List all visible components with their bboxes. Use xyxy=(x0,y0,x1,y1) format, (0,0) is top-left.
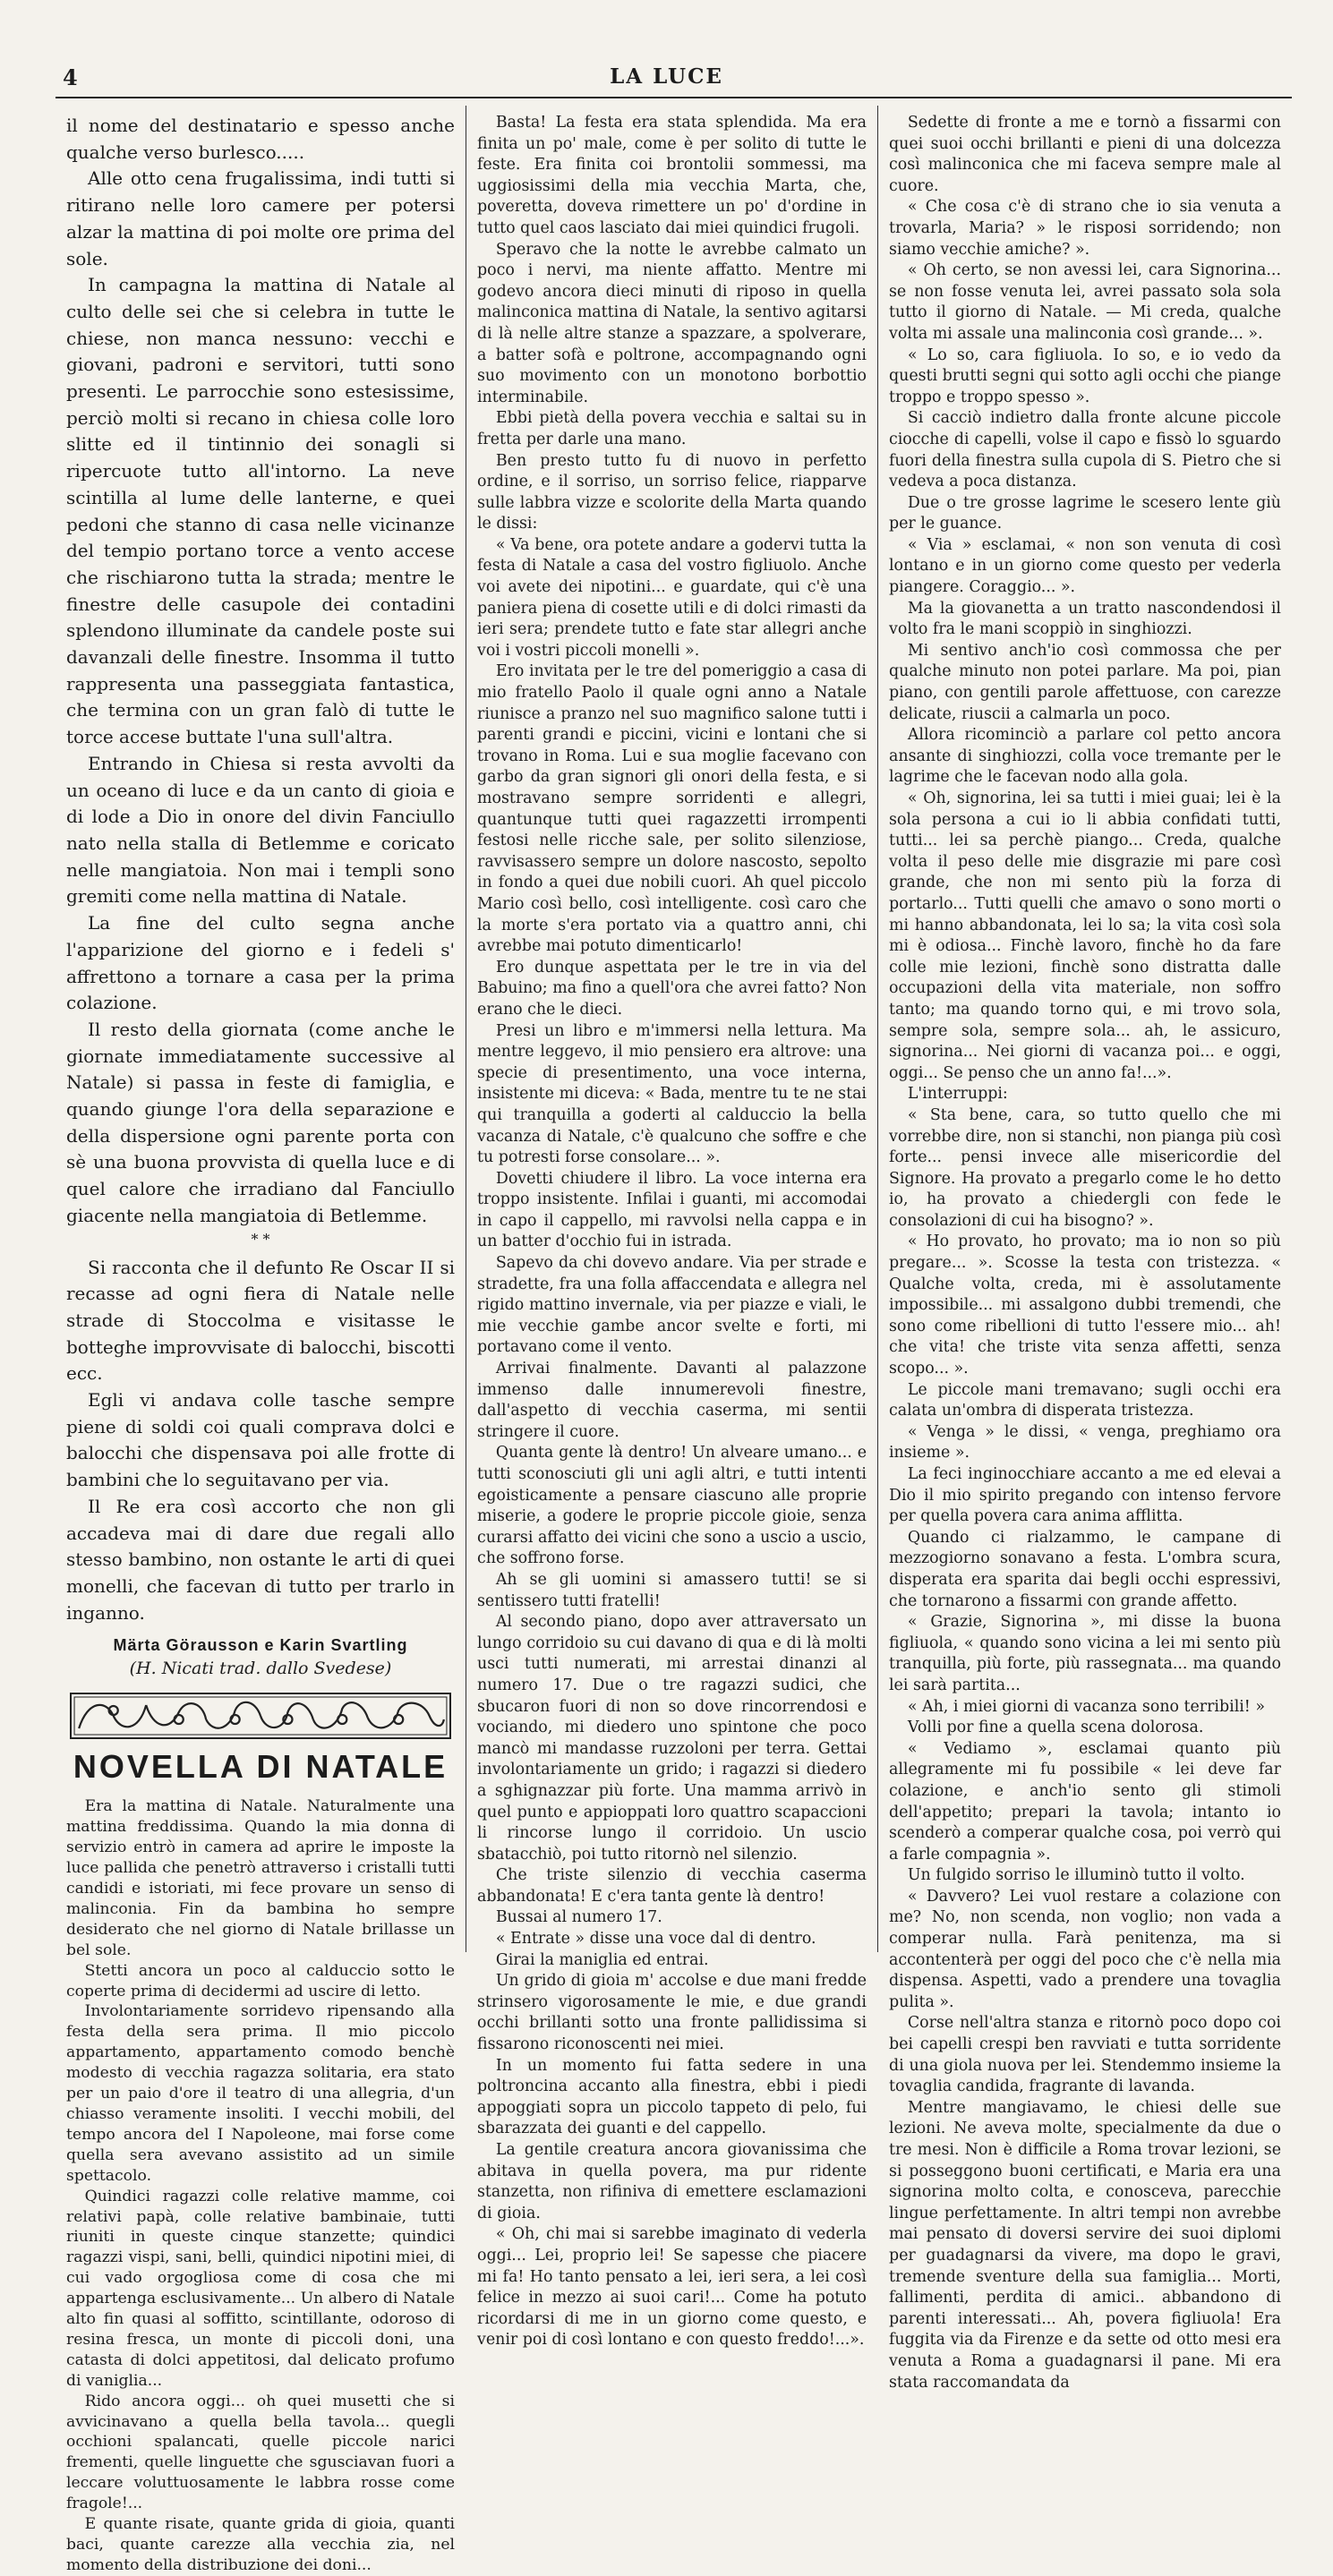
paragraph: In un momento fui fatta sedere in una poltroncina accanto alla finestra, ebbi i piedi appoggiati sopra un piccolo tappeto di pelo, fui sbarazzata dei guanti e del cappello. xyxy=(477,2056,867,2138)
paragraph: Stetti ancora un poco al calduccio sotto le coperte prima di decidermi ad uscire di letto. xyxy=(66,1961,455,2000)
paragraph: Entrando in Chiesa si resta avvolti da un oceano di luce e da un canto di gioia e di lode a Dio in onore del divin Fanciullo nato nella stalla di Betlemme e coricato nelle mangiatoia. Non mai i templi sono gremiti come nella mattina di Natale. xyxy=(66,752,455,908)
paragraph: Si racconta che il defunto Re Oscar II si recasse ad ogni fiera di Natale nelle strade di Stoccolma e visitasse le botteghe improvvisate di balocchi, biscotti ecc. xyxy=(66,1256,455,1385)
paragraph: il nome del destinatario e spesso anche qualche verso burlesco..... xyxy=(66,115,455,163)
paragraph: Sapevo da chi dovevo andare. Via per strade e stradette, fra una folla affaccendata e allegra nel rigido mattino invernale, via per piazze e viali, le mie vecchie gambe ancor svelte e forti, mi portavano come il vento. xyxy=(477,1254,867,1357)
paragraph: « Entrate » disse una voce dal di dentro. xyxy=(495,1930,816,1949)
paragraph: « Va bene, ora potete andare a godervi tutta la festa di Natale a casa del vostro figliuolo. Anche voi avete dei nipotini... e guardate, qui c'è una paniera piena di cosette utili e di dolci rimasti da ieri sera; prendete tutto e fate star allegri anche voi i vostri piccoli monelli ». xyxy=(477,535,867,660)
author-signature: Märta Görausson e Karin Svartling xyxy=(113,1636,408,1655)
story-headline: NOVELLA DI NATALE xyxy=(73,1748,449,1786)
paragraph: Quindici ragazzi colle relative mamme, coi relativi papà, colle relative bambinaie, tutti riuniti in queste cinque stanzette; quindici ragazzi vispi, sani, belli, quindici nipotini miei, di cui vado orgogliosa come di cosa che mi appartenga esclusivamente... Un albero di Natale alto fin quasi al soffitto, scintillante, odoroso di resina fresca, un monte di piccoli doni, una catasta di dolci appetitosi, dal delicato profumo di vaniglia... xyxy=(66,2187,455,2390)
paragraph: Al secondo piano, dopo aver attraversato un lungo corridoio su cui davano di qua e di là molti usci tutti numerati, mi arrestai dinanzi al numero 17. Due o tre ragazzi sudici, che sbucaron fuori di non so dove rincorrendosi e vociando, mi diedero uno spintone che poco mancò mi mandasse ruzzoloni per terra. Gettai involontariamente un grido; i ragazzi si diedero a sghignazzar più forte. Una mamma arrivò in quel punto e appioppati loro quattro scapaccioni li rincorse lungo il corridoio. Un uscio sbatacchiò, poi tutto ritornò nel silenzio. xyxy=(477,1613,867,1864)
paragraph: Egli vi andava colle tasche sempre piene di soldi coi quali comprava dolci e balocchi che dispensava poi alle frotte di bambini che lo seguitavano per via. xyxy=(66,1389,455,1491)
paragraph: Si cacciò indietro dalla fronte alcune piccole ciocche di capelli, volse il capo e fissò lo sguardo fuori della finestra sulla cupola di S. Pietro che si vedeva a poca distanza. xyxy=(889,409,1281,491)
paragraph: Un grido di gioia m' accolse e due mani fredde strinsero vigorosamente le mie, e due grandi occhi brillanti sotto una fronte pallidissima si fissarono riconoscenti nei miei. xyxy=(477,1972,867,2054)
paragraph: « Oh, signorina, lei sa tutti i miei guai; lei è la sola persona a cui io li abbia confidati tutti, tutti... lei sa perchè piango... Creda, qualche volta il peso delle mie disgrazie mi pare così grande, che non mi sento più la forza di portarlo... Tutti quelli che amavo o sono morti o mi hanno abbandonata, lei lo sa; la vita così sola mi è odiosa... Finchè lavoro, finchè ho da fare colle mie lezioni, finchè sono distratta dalle occupazioni della vita materiale, non soffro tanto; ma quando torno qui, e mi trovo sola, sempre sola, sempre sola... ah, le assicuro, signorina... Nei giorni di vacanza poi... e oggi, oggi... Se penso che un anno fa!...». xyxy=(889,789,1281,1082)
paragraph: La fine del culto segna anche l'apparizione del giorno e i fedeli s' affrettono a tornare a casa per la prima colazione. xyxy=(66,912,455,1014)
paragraph: La feci inginocchiare accanto a me ed elevai a Dio il mio spirito pregando con intenso fervore per quella povera cara anima afflitta. xyxy=(889,1465,1281,1526)
section-separator: * * xyxy=(251,1230,270,1248)
paragraph: « Vediamo », esclamai quanto più allegramente mi fu possibile « lei deve far colazione, e anch'io sento gli stimoli dell'appetito; prepari la tavola; intanto io scenderò a comperar qualche cosa, poi verrò qui a farle compagnia ». xyxy=(889,1739,1281,1864)
paragraph: La gentile creatura ancora giovanissima che abitava in quella povera, ma pur ridente stanzetta, non rifiniva di emettere esclamazioni di gioia. xyxy=(477,2141,867,2222)
paragraph: « Davvero? Lei vuol restare a colazione con me? No, non scenda, non voglio; non vada a comperar nulla. Farà penitenza, ma si accontenterà per oggi del poco che c'è nella mia dispensa. Aspetti, vado a prendere una tovaglia pulita ». xyxy=(889,1887,1281,2011)
paragraph: Ah se gli uomini si amassero tutti! se si sentissero tutti fratelli! xyxy=(477,1570,867,1610)
paragraph: Rido ancora oggi... oh quei musetti che si avvicinavano a quella bella tavola... quegli occhioni spalancati, quelle piccole narici frementi, quelle linguette che sgusciavan fuori a leccare voluttuosamente le labbra rosse come fragole!... xyxy=(66,2392,455,2513)
paragraph: Presi un libro e m'immersi nella lettura. Ma mentre leggevo, il mio pensiero era altrove: una specie di presentimento, una voce interna, insistente mi diceva: « Bada, mentre tu te ne stai qui tranquilla a goderti al calduccio la bella vacanza di Natale, c'è qualcuno che soffre e che tu potresti forse consolare... ». xyxy=(477,1021,867,1167)
paragraph: « Sta bene, cara, so tutto quello che mi vorrebbe dire, non si stanchi, non pianga più così forte... pensi invece alle misericordie del Signore. Ha provato a pregarlo come le ho detto io, ha provato a chiedergli con fede le consolazioni di cui ha bisogno? ». xyxy=(889,1105,1281,1230)
paragraph: Ebbi pietà della povera vecchia e saltai su in fretta per darle una mano. xyxy=(477,409,867,448)
paragraph: Un fulgido sorriso le illuminò tutto il volto. xyxy=(907,1866,1245,1885)
paragraph: Ero dunque aspettata per le tre in via del Babuino; ma fino a quell'ora che avrei fatto? Non erano che le dieci. xyxy=(477,958,867,1019)
paragraph: « Oh, chi mai si sarebbe imaginato di vederla oggi... Lei, proprio lei! Se sapesse che piacere mi fa! Ho tanto pensato a lei, ieri sera, a lei così felice in mezzo ai suoi cari!... Come ha potuto ricordarsi di me in un giorno come questo, e venir poi di così lontano e con questo freddo!...». xyxy=(477,2225,867,2350)
paragraph: L'interruppi: xyxy=(907,1085,1008,1104)
paragraph: Quando ci rialzammo, le campane di mezzogiorno sonavano a festa. L'ombra scura, disperata era sparita dai begli occhi espressivi, che tornarono a fissarmi con grande affetto. xyxy=(889,1528,1281,1610)
ornamental-banner xyxy=(70,1693,451,1739)
paragraph: Due o tre grosse lagrime le scesero lente giù per le guance. xyxy=(889,493,1281,533)
paragraph: Speravo che la notte le avrebbe calmato un poco i nervi, ma niente affatto. Mentre mi godevo ancora dieci minuti di riposo in quella malinconica mattina di Natale, la sentivo agitarsi di là nelle altre stanze a spazzare, a spolverare, a batter sofà e poltrone, accompagnando ogni suo movimento con un monotono borbottio interminabile. xyxy=(477,240,867,406)
paragraph: E quante risate, quante grida di gioia, quanti baci, quante carezze alla vecchia zia, nel momento della distribuzione dei doni... xyxy=(66,2515,455,2574)
header-rule xyxy=(56,97,1292,98)
paragraph: Allora ricominciò a parlare col petto ancora ansante di singhiozzi, colla voce tremante per le lagrime che le facevan nodo alla gola. xyxy=(889,726,1281,787)
paragraph: Le piccole mani tremavano; sugli occhi era calata un'ombra di disperata tristezza. xyxy=(889,1380,1281,1420)
paragraph: Mentre mangiavamo, le chiesi delle sue lezioni. Ne aveva molte, specialmente da due o tre mesi. Non è difficile a Roma trovar lezioni, se si posseggono buoni certificati, e Maria era una signorina molto colta, e conosceva, parecchie lingue perfettamente. In altri tempi non avrebbe mai pensato di doversi servire dei suoi diplomi per guadagnarsi da vivere, ma dopo le gravi, tremende sventure della sua famiglia... Morti, fallimenti, perdita di amici.. abbandono di parenti interessati... Ah, povera figliuola! Era fuggita via da Firenze e da sette od otto mesi era venuta a Roma a guadagnarsi il pane. Mi era stata raccomandata da xyxy=(889,2098,1281,2392)
paragraph: « Ho provato, ho provato; ma io non so più pregare... ». Scosse la testa con tristezza. « Qualche volta, creda, mi è assolutamente impossibile... mi assalgono dubbi tremendi, che sono come ribellioni di tutto l'essere mio... ah! che vita! che triste vita senza affetti, senza scopo... ». xyxy=(889,1233,1281,1378)
page-number: 4 xyxy=(63,64,78,90)
paragraph: In campagna la mattina di Natale al culto delle sei che si celebra in tutte le chiese, non manca nessuno: vecchi e giovani, padroni e servitori, tutti sono presenti. Le parrocchie sono estesissime, perciò molti si recano in chiesa colle loro slitte ed il tintinnio dei sonagli si ripercuote tutto all'intorno. La neve scintilla al lume delle lanterne, e quei pedoni che stanno di casa nelle vicinanze del tempio portano torce a vento accese che rischiarono tutta la strada; mentre le finestre delle casupole dei contadini splendono illuminate da candele poste sui davanzali delle finestre. Insomma il tutto rappresenta una passeggiata fantastica, che termina con un gran falò di tutte le torce accese buttate l'una sull'altra. xyxy=(66,274,455,748)
paragraph: « Grazie, Signorina », mi disse la buona figliuola, « quando sono vicina a lei mi sento più tranquilla, più forte, più rassegnata... ma quando lei sarà partita... xyxy=(889,1613,1281,1694)
column-1 xyxy=(56,106,466,2574)
paragraph: Ben presto tutto fu di nuovo in perfetto ordine, e il sorriso, un sorriso felice, riapparve sulle labbra vizze e scolorite della Marta quando le dissi: xyxy=(477,451,867,533)
paragraph: « Venga » le dissi, « venga, preghiamo ora insieme ». xyxy=(889,1422,1281,1463)
paragraph: « Che cosa c'è di strano che io sia venuta a trovarla, Maria? » le risposi sorridendo; non siamo vecchie amiche? ». xyxy=(889,198,1281,259)
column-3 xyxy=(877,106,1292,2392)
paragraph: Ma la giovanetta a un tratto nascondendosi il volto fra le mani scoppiò in singhiozzi. xyxy=(889,599,1281,639)
translator-credit: (H. Nicati trad. dallo Svedese) xyxy=(129,1659,392,1679)
paragraph: Sedette di fronte a me e tornò a fissarmi con quei suoi occhi brillanti e pieni di una dolcezza così malinconica che mi faceva sempre male al cuore. xyxy=(889,114,1281,195)
paragraph: Volli por fine a quella scena dolorosa. xyxy=(907,1719,1204,1737)
paragraph: Dovetti chiudere il libro. La voce interna era troppo insistente. Infilai i guanti, mi accomodai in capo il cappello, mi ravvolsi nella cappa e in un batter d'occhio fui in istrada. xyxy=(477,1169,867,1251)
paragraph: « Lo so, cara figliuola. Io so, e io vedo da questi brutti segni qui sotto agli occhi che piange troppo e troppo spesso ». xyxy=(889,345,1281,406)
paragraph: Era la mattina di Natale. Naturalmente una mattina freddissima. Quando la mia donna di servizio entrò in camera ad aprire le imposte la luce pallida che penetrò attraverso i cristalli tutti candidi e istoriati, mi fece provare un senso di malinconia. Fin da bambina ho sempre desiderato che nel giorno di Natale brillasse un bel sole. xyxy=(66,1797,455,1959)
paragraph: « Via » esclamai, « non son venuta di così lontano e in un giorno come questo per vederla piangere. Coraggio... ». xyxy=(889,535,1281,597)
paragraph: Il resto della giornata (come anche le giornate immediatamente successive al Natale) si passa in feste di famiglia, e quando giunge l'ora della separazione e della dispersione ogni parente porta con sè una buona provvista di quella luce e di quel calore che irradiano dal Fanciullo giacente nella mangiatoia di Betlemme. xyxy=(66,1018,455,1226)
paragraph: Ero invitata per le tre del pomeriggio a casa di mio fratello Paolo il quale ogni anno a Natale riunisce a pranzo nel suo magnifico salone tutti i parenti grandi e piccini, vicini e lontani che si trovano in Roma. Lui e sua moglie facevano con garbo da gran signori gli onori della festa, e si mostravano sempre sorridenti e allegri, quantunque tutti quei ragazzetti irrompenti festosi nelle ricche sale, per solito silenziose, ravvisassero sempre un dolore nascosto, sepolto in fondo a quei due nobili cuori. Ah quel piccolo Mario così bello, così intelligente. così caro che la morte s'era portato via a quattro anni, chi avrebbe mai potuto dimenticarlo! xyxy=(477,662,867,956)
paragraph: Che triste silenzio di vecchia caserma abbandonata! E c'era tanta gente là dentro! xyxy=(477,1866,867,1906)
masthead-title: LA LUCE xyxy=(610,64,723,89)
paragraph: Involontariamente sorridevo ripensando alla festa della sera prima. Il mio piccolo appartamento, appartamento comodo benchè modesto di vecchia ragazza solitaria, era stato per un paio d'ore il teatro di una allegria, d'un chiasso veramente insoliti. I vecchi mobili, del tempo ancora del I Napoleone, mai forse come quella sera avevano assistito ad un simile spettacolo. xyxy=(66,2002,455,2185)
paragraph: Girai la maniglia ed entrai. xyxy=(495,1950,709,1969)
paragraph: Mi sentivo anch'io così commossa che per qualche minuto non potei parlare. Ma poi, pian piano, con gentili parole affettuose, con carezze delicate, riuscii a calmarla un poco. xyxy=(889,641,1281,723)
paragraph: Basta! La festa era stata splendida. Ma era finita un po' male, come è per solito di tutte le feste. Era finita coi brontolii sommessi, ma uggiosissimi della mia vecchia Marta, che, poveretta, doveva rimettere un po' d'ordine in tutto quel caos lasciato dai miei quindici frugoli. xyxy=(477,114,867,237)
paragraph: Quanta gente là dentro! Un alveare umano... e tutti sconosciuti gli uni agli altri, e tutti intenti egoisticamente a pensare ciascuno alle proprie miserie, a godere le proprie piccole gioie, senza curarsi affatto dei vicini che sono a uscio a uscio, che soffrono forse. xyxy=(477,1444,867,1568)
paragraph: Bussai al numero 17. xyxy=(495,1908,662,1927)
paragraph: Corse nell'altra stanza e ritornò poco dopo coi bei capelli crespi ben ravviati e tutta sorridente di una giola nuova per lei. Stendemmo insieme la tovaglia candida, fragrante di lavanda. xyxy=(889,2014,1281,2096)
paragraph: Il Re era così accorto che non gli accadeva mai di dare due regali allo stesso bambino, non ostante le arti di quei monelli, che facevan di tutto per trarlo in inganno. xyxy=(66,1495,455,1624)
paragraph: Arrivai finalmente. Davanti al palazzone immenso dalle innumerevoli finestre, dall'aspetto di vecchia caserma, mi sentii stringere il cuore. xyxy=(477,1360,867,1441)
paragraph: « Oh certo, se non avessi lei, cara Signorina... se non fosse venuta lei, avrei passato sola sola tutto il giorno di Natale. — Mi creda, qualche volta mi assale una malinconia così grande... ». xyxy=(889,261,1281,343)
columns xyxy=(56,106,1292,2574)
story-body xyxy=(66,1796,455,2575)
paragraph: « Ah, i miei giorni di vacanza sono terribili! » xyxy=(907,1697,1265,1716)
column-2 xyxy=(466,106,877,2350)
paragraph: Alle otto cena frugalissima, indi tutti si ritirano nelle loro camere per potersi alzar la mattina di poi molte ore prima del sole. xyxy=(66,167,455,269)
